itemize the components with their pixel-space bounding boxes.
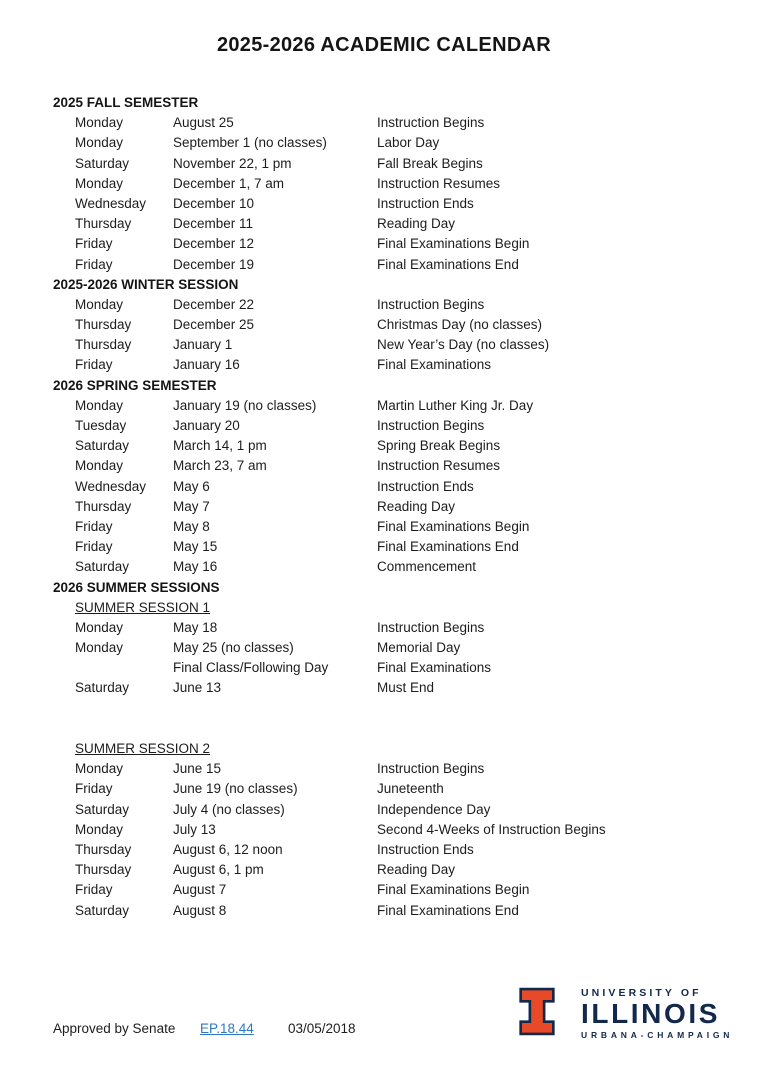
cell-day: Friday [75, 236, 113, 252]
calendar-row [53, 678, 748, 698]
calendar-row [53, 214, 748, 234]
cell-event: New Year’s Day (no classes) [377, 337, 550, 353]
cell-event: Final Examinations End [377, 539, 519, 555]
cell-day: Monday [75, 115, 124, 131]
calendar-row [53, 133, 748, 153]
cell-event: Instruction Begins [377, 761, 485, 777]
cell-event: Instruction Ends [377, 841, 474, 857]
calendar-row [53, 355, 748, 375]
cell-event: Final Examinations [377, 357, 492, 373]
cell-day: Monday [75, 458, 124, 474]
cell-day: Friday [75, 357, 113, 373]
calendar-row [53, 901, 748, 921]
cell-day: Wednesday [75, 478, 147, 494]
cell-day: Monday [75, 640, 124, 656]
cell-day: Friday [75, 781, 113, 797]
cell-date: July 13 [173, 821, 216, 837]
cell-day: Thursday [75, 317, 132, 333]
cell-event: Instruction Ends [377, 195, 474, 211]
cell-day: Friday [75, 518, 113, 534]
cell-date: May 6 [173, 478, 210, 494]
calendar-row [53, 618, 748, 638]
cell-day: Thursday [75, 862, 132, 878]
cell-event: Juneteenth [377, 781, 444, 797]
calendar-row [53, 860, 748, 880]
cell-event: Reading Day [377, 862, 456, 878]
calendar-row [53, 194, 748, 214]
cell-event: Instruction Begins [377, 619, 485, 635]
cell-event: Final Examinations End [377, 902, 519, 918]
cell-day: Monday [75, 821, 124, 837]
cell-event: Final Examinations Begin [377, 882, 530, 898]
cell-date: August 6, 12 noon [173, 841, 283, 857]
cell-day: Saturday [75, 155, 130, 171]
calendar-row [53, 335, 748, 355]
cell-event: Reading Day [377, 498, 456, 514]
cell-date: May 18 [173, 619, 218, 635]
cell-date: August 25 [173, 115, 234, 131]
calendar-row [53, 820, 748, 840]
cell-date: March 14, 1 pm [173, 438, 267, 454]
cell-event: Second 4-Weeks of Instruction Begins [377, 821, 606, 837]
cell-event: Final Examinations Begin [377, 236, 530, 252]
logo-illinois-text: ILLINOIS [581, 998, 721, 1029]
cell-day: Monday [75, 135, 124, 151]
section-heading: 2025-2026 WINTER SESSION [53, 276, 239, 292]
cell-day: Saturday [75, 680, 130, 696]
cell-date: January 20 [173, 418, 240, 433]
cell-date: December 19 [173, 256, 255, 272]
cell-date: January 1 [173, 337, 233, 353]
calendar-row [53, 557, 748, 577]
calendar-row [53, 658, 748, 678]
calendar-row [53, 880, 748, 900]
senate-resolution-link[interactable]: EP.18.44 [200, 1021, 254, 1036]
calendar-row [53, 255, 748, 275]
university-logo [517, 986, 733, 1040]
calendar-table [53, 93, 748, 921]
cell-event: Martin Luther King Jr. Day [377, 397, 534, 413]
cell-day: Thursday [75, 498, 132, 514]
cell-event: Christmas Day (no classes) [377, 317, 543, 333]
cell-event: Instruction Ends [377, 478, 474, 494]
cell-event: Reading Day [377, 216, 456, 232]
cell-date: December 22 [173, 296, 255, 312]
cell-date: March 23, 7 am [173, 458, 267, 474]
section-heading: 2026 SPRING SEMESTER [53, 377, 217, 393]
calendar-row [53, 779, 748, 799]
calendar-row [53, 638, 748, 658]
cell-date: May 15 [173, 539, 218, 555]
cell-date: December 11 [173, 216, 254, 232]
calendar-row [53, 295, 748, 315]
calendar-row [53, 517, 748, 537]
cell-event: Spring Break Begins [377, 438, 501, 454]
cell-event: Final Examinations End [377, 256, 519, 272]
cell-day: Saturday [75, 902, 130, 918]
cell-day: Tuesday [75, 418, 127, 433]
cell-event: Instruction Begins [377, 418, 485, 433]
cell-date: January 19 (no classes) [173, 397, 317, 413]
calendar-row [53, 315, 748, 335]
cell-date: June 15 [173, 761, 222, 777]
calendar-row [53, 456, 748, 476]
calendar-row [53, 396, 748, 416]
cell-date: December 1, 7 am [173, 175, 285, 191]
cell-event: Instruction Resumes [377, 175, 501, 191]
cell-event: Must End [377, 680, 435, 696]
cell-event: Commencement [377, 559, 477, 575]
cell-day: Monday [75, 296, 124, 312]
cell-date: December 12 [173, 236, 255, 252]
cell-date: July 4 (no classes) [173, 801, 285, 817]
cell-date: May 7 [173, 498, 210, 514]
calendar-row [53, 497, 748, 517]
section-heading: 2026 SUMMER SESSIONS [53, 579, 220, 595]
cell-day: Monday [75, 397, 124, 413]
calendar-row [53, 174, 748, 194]
calendar-row [53, 537, 748, 557]
cell-day: Wednesday [75, 195, 147, 211]
cell-date: May 16 [173, 559, 218, 575]
calendar-row [53, 759, 748, 779]
calendar-row [53, 113, 748, 133]
cell-date: December 10 [173, 195, 255, 211]
cell-day: Thursday [75, 216, 132, 232]
logo-university-of-text: UNIVERSITY OF [581, 987, 702, 999]
cell-date: September 1 (no classes) [173, 135, 327, 151]
calendar-row [53, 416, 748, 436]
page-title: 2025-2026 ACADEMIC CALENDAR [216, 34, 552, 56]
cell-date: January 16 [173, 357, 240, 373]
subsection-heading: SUMMER SESSION 2 [75, 741, 211, 757]
cell-day: Friday [75, 539, 113, 555]
cell-date: May 25 (no classes) [173, 640, 294, 656]
cell-date: August 8 [173, 902, 227, 918]
cell-date: May 8 [173, 518, 210, 534]
calendar-row [53, 800, 748, 820]
calendar-row [53, 436, 748, 456]
subsection-heading: SUMMER SESSION 1 [75, 599, 211, 615]
cell-event: Instruction Resumes [377, 458, 501, 474]
cell-day: Saturday [75, 801, 130, 817]
cell-day: Monday [75, 761, 124, 777]
cell-event: Independence Day [377, 801, 491, 817]
cell-date: August 6, 1 pm [173, 862, 264, 878]
cell-date: November 22, 1 pm [173, 155, 292, 171]
cell-day: Monday [75, 619, 124, 635]
calendar-row [53, 234, 748, 254]
approved-by-label: Approved by Senate [53, 1021, 176, 1036]
cell-day: Monday [75, 175, 124, 191]
cell-day: Friday [75, 882, 113, 898]
cell-day: Thursday [75, 337, 132, 353]
logo-wordmark [581, 986, 733, 1040]
cell-event: Memorial Day [377, 640, 461, 656]
cell-day: Saturday [75, 438, 130, 454]
cell-date: August 7 [173, 882, 227, 898]
calendar-row [53, 154, 748, 174]
approval-date: 03/05/2018 [288, 1021, 356, 1036]
cell-day: Friday [75, 256, 113, 272]
cell-date: June 19 (no classes) [173, 781, 298, 797]
calendar-row [53, 477, 748, 497]
cell-event: Final Examinations [377, 660, 492, 676]
cell-date: December 25 [173, 317, 255, 333]
cell-day: Saturday [75, 559, 130, 575]
block-i-icon [517, 986, 557, 1037]
cell-date: Final Class/Following Day [173, 660, 329, 676]
cell-event: Instruction Begins [377, 296, 485, 312]
calendar-row [53, 840, 748, 860]
section-heading: 2025 FALL SEMESTER [53, 95, 199, 110]
cell-event: Labor Day [377, 135, 440, 151]
cell-event: Fall Break Begins [377, 155, 483, 171]
cell-date: June 13 [173, 680, 222, 696]
cell-day: Thursday [75, 841, 132, 857]
cell-event: Instruction Begins [377, 115, 485, 131]
logo-urbana-champaign-text: URBANA-CHAMPAIGN [581, 1030, 734, 1040]
cell-event: Final Examinations Begin [377, 518, 530, 534]
